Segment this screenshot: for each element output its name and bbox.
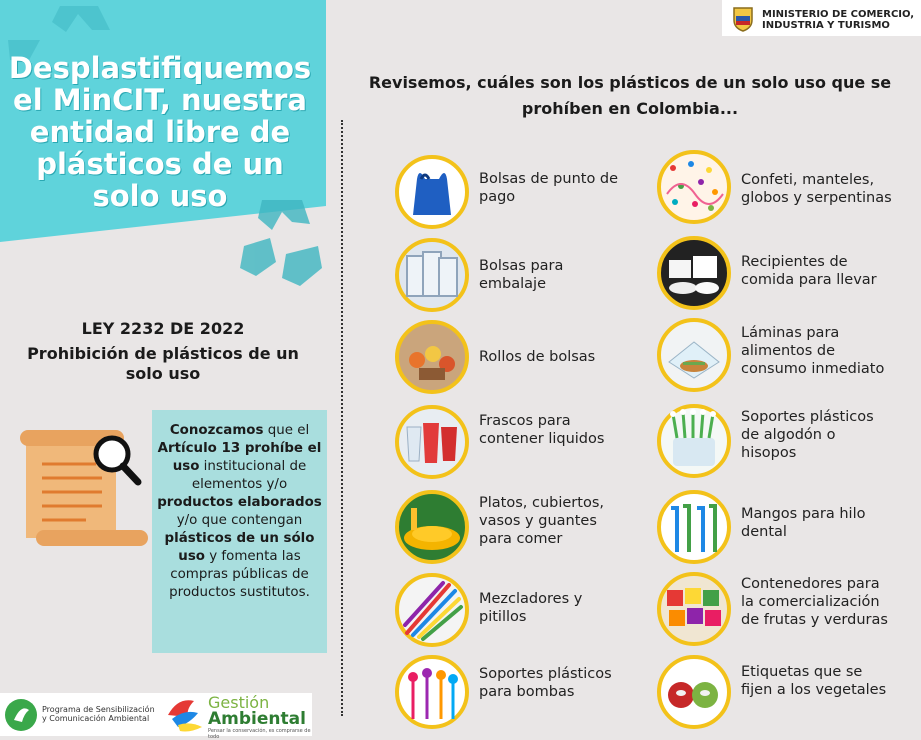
plastic-cups-icon bbox=[395, 405, 469, 479]
packaging-bags-icon bbox=[395, 238, 469, 312]
item-label: Confeti, manteles, globos y serpentinas bbox=[741, 172, 892, 206]
item-label: Mangos para hilo dental bbox=[741, 506, 866, 540]
law-subtitle: Prohibición de plásticos de un solo uso bbox=[27, 344, 299, 383]
info-text: Conozcamos que el Artículo 13 prohíbe el uso institucional de elementos y/o productos elaborados y/o que contengan plásticos de un sólo uso y fomenta las compras públicas de productos sustitutos. bbox=[157, 423, 322, 600]
produce-containers-icon bbox=[657, 572, 731, 646]
item-food-wrap bbox=[657, 318, 921, 398]
item-fruit-labels bbox=[657, 655, 921, 735]
footer-slogan: Pensar la conservación, es comprarse de todo bbox=[208, 728, 311, 740]
item-label: Soportes plásticos para bombas bbox=[479, 666, 612, 700]
item-plastic-cups bbox=[395, 405, 655, 485]
footer-logos bbox=[0, 693, 312, 740]
item-label: Láminas para alimentos de consumo inmediato bbox=[741, 325, 885, 377]
info-box bbox=[152, 410, 327, 653]
left-panel bbox=[0, 0, 332, 740]
section-heading: Revisemos, cuáles son los plásticos de un solo uso que se prohíben en Colombia... bbox=[368, 73, 892, 118]
program-logo-icon bbox=[4, 698, 38, 732]
item-label: Mezcladores y pitillos bbox=[479, 591, 583, 625]
item-bag-rolls bbox=[395, 320, 655, 400]
item-takeaway-containers bbox=[657, 236, 921, 316]
hero-title: Desplastifiquemos el MinCIT, nuestra entidad libre de plásticos de un solo uso bbox=[8, 51, 312, 213]
item-label: Bolsas de punto de pago bbox=[479, 171, 619, 205]
item-confetti bbox=[657, 150, 921, 230]
item-label: Frascos para contener liquidos bbox=[479, 413, 605, 447]
item-label: Rollos de bolsas bbox=[479, 349, 596, 365]
bag-rolls-icon bbox=[395, 320, 469, 394]
gestion-text: Gestión bbox=[208, 693, 270, 712]
cotton-swabs-icon bbox=[657, 404, 731, 478]
checkout-bags-icon bbox=[395, 155, 469, 229]
item-balloon-sticks bbox=[395, 655, 655, 735]
item-label: Recipientes de comida para llevar bbox=[741, 254, 877, 288]
item-plates-cutlery bbox=[395, 490, 655, 570]
item-label: Platos, cubiertos, vasos y guantes para comer bbox=[479, 495, 604, 547]
item-label: Etiquetas que se fijen a los vegetales bbox=[741, 664, 887, 698]
scroll-magnifier-icon bbox=[16, 420, 148, 558]
gestion-ambiental-bird-icon bbox=[164, 695, 206, 735]
item-checkout-bags bbox=[395, 155, 655, 235]
item-produce-containers bbox=[657, 572, 921, 652]
item-label: Contenedores para la comercialización de frutas y verduras bbox=[741, 576, 888, 628]
coat-of-arms-icon bbox=[730, 4, 756, 32]
program-name: Programa de Sensibilización y Comunicación Ambiental bbox=[42, 705, 155, 723]
food-wrap-icon bbox=[657, 318, 731, 392]
confetti-icon bbox=[657, 150, 731, 224]
straws-icon bbox=[395, 573, 469, 647]
item-packaging-bags bbox=[395, 238, 655, 318]
ministry-name: MINISTERIO DE COMERCIO, INDUSTRIA Y TURISMO bbox=[762, 9, 915, 31]
law-title: LEY 2232 DE 2022 bbox=[81, 319, 245, 338]
divider bbox=[341, 120, 343, 716]
item-label: Soportes plásticos de algodón o hisopos bbox=[741, 409, 874, 461]
fruit-labels-icon bbox=[657, 655, 731, 729]
ambiental-text: Ambiental bbox=[208, 709, 306, 729]
floss-picks-icon bbox=[657, 490, 731, 564]
item-cotton-swabs bbox=[657, 404, 921, 484]
plates-cutlery-icon bbox=[395, 490, 469, 564]
takeaway-containers-icon bbox=[657, 236, 731, 310]
item-label: Bolsas para embalaje bbox=[479, 258, 564, 292]
balloon-sticks-icon bbox=[395, 655, 469, 729]
item-straws bbox=[395, 573, 655, 653]
ministry-logo bbox=[722, 0, 921, 36]
item-floss-picks bbox=[657, 490, 921, 570]
